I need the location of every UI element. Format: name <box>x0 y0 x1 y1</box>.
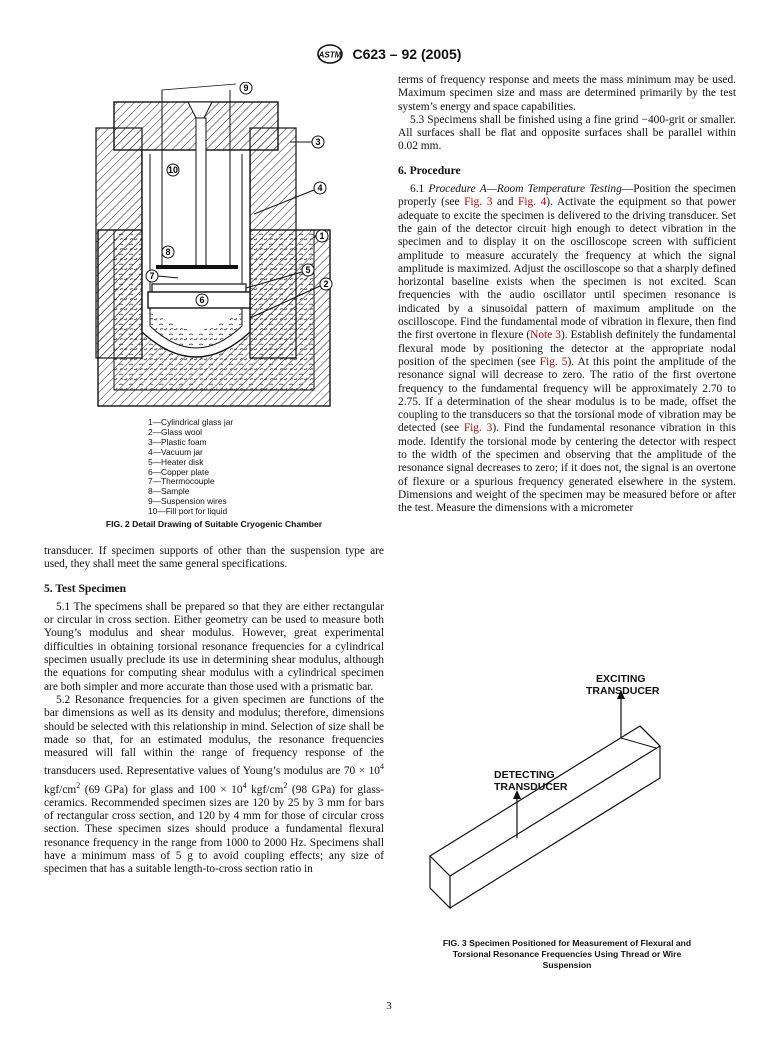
detecting-label-line2: TRANSDUCER <box>494 781 568 793</box>
detecting-label-line1: DETECTING <box>494 769 555 781</box>
left-column <box>44 545 384 876</box>
cryogenic-chamber-drawing <box>78 82 358 412</box>
svg-text:ASTM: ASTM <box>318 50 341 60</box>
fig-3-link[interactable]: Fig. 3 <box>463 422 493 435</box>
page-number: 3 <box>386 1000 392 1012</box>
fig-5-link[interactable]: Fig. 5 <box>539 355 568 368</box>
legend-item: 8—Sample <box>148 486 190 497</box>
paragraph-5-3: 5.3 Specimens shall be finished using a fine grind −400-grit or smaller. All surfaces shall be flat and opposite surfaces shall be parallel within 0.02 mm. <box>398 113 736 153</box>
fig-4-link[interactable]: Fig. 4 <box>517 196 547 209</box>
note-3-link[interactable]: Note 3 <box>530 329 562 342</box>
callout-7: 7 <box>149 271 155 281</box>
callout-5: 5 <box>305 265 311 275</box>
section-6-heading: 6. Procedure <box>398 163 461 177</box>
legend-item: 2—Glass wool <box>148 426 202 437</box>
exciting-label-line1: EXCITING <box>596 673 646 685</box>
legend-item: 3—Plastic foam <box>148 436 207 447</box>
figure-2-caption: FIG. 2 Detail Drawing of Suitable Cryogenic Chamber <box>105 519 323 529</box>
section-5-heading: 5. Test Specimen <box>44 581 127 595</box>
astm-logo-icon <box>317 44 343 64</box>
standard-designation: C623 – 92 (2005) <box>352 46 462 62</box>
callout-3: 3 <box>315 137 321 147</box>
fig-3-link[interactable]: Fig. 3 <box>464 196 493 209</box>
paragraph-6-1: 6.1 Procedure A—Room Temperature Testing—Position the specimen properly (see Fig. 3 and Fig. 4). Activate the equipment so that power adequate to excite the specimen is delivered to the driving transducer. Set the gain of the detector circuit high enough to detect vibration in the specimen and to display it on the oscilloscope screen with sufficient amplitude to measure accurately the frequency at which the signal amplitude is maximized. Adjust the oscilloscope so that a sharply defined horizontal baseline exists when the specimen is not excited. Scan frequencies with the audio oscillator until specimen resonance is indicated by a sinusoidal pattern of maximum amplitude on the oscilloscope. Find the fundamental mode of vibration in flexure, then find the first overtone in flexure (Note 3). Establish definitely the fundamental flexural mode by positioning the detector at the appropriate nodal position of the specimen (see Fig. 5). At this point the amplitude of the resonance signal will decrease to zero. The ratio of the first overtone frequency to the fundamental frequency will be approximately 2.70 to 2.75. If a determination of the shear modulus is to be made, offset the coupling to the transducers so that the torsional mode of vibration may be detected (see Fig. 3). Find the fundamental resonance vibration in this mode. Identify the torsional mode by centering the detector with respect to the width of the specimen and observing that the amplitude of the resonance signal decreases to zero; if it does not, the signal is an overtone of flexure or a spurious frequency generated elsewhere in the system. Dimensions and weight of the specimen may be measured before or after the test. Measure the dimensions with a micrometer <box>398 183 737 515</box>
legend-item: 10—Fill port for liquid <box>148 506 228 517</box>
paragraph-5-2: 5.2 Resonance frequencies for a given specimen are functions of the bar dimensions as well as its density and modulus; therefore, dimensions should be selected with this relationship in mind. Selection of size shall be made so that, for an estimated modulus, the resonance frequencies measured will fall within the range of frequency response of the transducers used. Representative values of Young’s modulus are $70 \times 10^4$ kgf/$cm^2$ (69 GPa) for glass and $100 \times 10^4$ kgf/$cm^2$ (98 GPa) for glass-ceramics. Recommended specimen sizes are 120 by 25 by 3 mm for bars of rectangular cross section, and 120 by 4 mm for those of circular cross section. These specimen sizes should produce a fundamental flexural resonance frequency in the range from 1000 to 2000 Hz. Specimens shall have a minimum mass of 5 g to avoid coupling effects; any size of specimen that has a suitable length-to-cross section ratio in <box>44 693 384 876</box>
paragraph-continuation: terms of frequency response and meets the mass minimum may be used. Maximum specimen size and mass are determined primarily by the test system’s energy and space capabilities. <box>398 74 736 113</box>
legend-item: 9—Suspension wires <box>148 496 227 507</box>
right-column <box>398 74 736 516</box>
callout-6: 6 <box>199 295 205 305</box>
callout-9: 9 <box>243 83 249 93</box>
callout-1: 1 <box>319 231 325 241</box>
legend-item: 4—Vacuum jar <box>148 446 203 457</box>
exciting-label-line2: TRANSDUCER <box>586 685 660 697</box>
callout-8: 8 <box>165 247 171 257</box>
legend-item: 5—Heater disk <box>148 456 204 467</box>
page-header <box>0 44 778 64</box>
figure-2-legend <box>148 418 233 517</box>
legend-item: 6—Copper plate <box>148 466 209 477</box>
paragraph-5-1: 5.1 The specimens shall be prepared so that they are either rectangular or circular in cross section. Either geometry can be used to measure both Young’s modulus and shear modulus. However, great experimental difficulties in obtaining torsional resonance frequencies for a cylindrical specimen usually preclude its use in determining shear modulus, although the equations for computing shear modulus with a cylindrical specimen are both simpler and more accurate than those used with a prismatic bar. <box>44 600 384 693</box>
callout-4: 4 <box>317 183 323 193</box>
specimen-position-drawing <box>410 666 730 916</box>
callout-2: 2 <box>323 279 329 289</box>
paragraph-continuation: transducer. If specimen supports of other than the suspension type are used, they shall meet the same general specifications. <box>44 545 384 571</box>
figure-3-caption: FIG. 3 Specimen Positioned for Measurement of Flexural and Torsional Resonance Frequencies Using Thread or Wire Suspension <box>442 938 692 970</box>
legend-item: 1—Cylindrical glass jar <box>148 417 234 427</box>
callout-10: 10 <box>167 165 179 175</box>
legend-item: 7—Thermocouple <box>148 476 215 487</box>
